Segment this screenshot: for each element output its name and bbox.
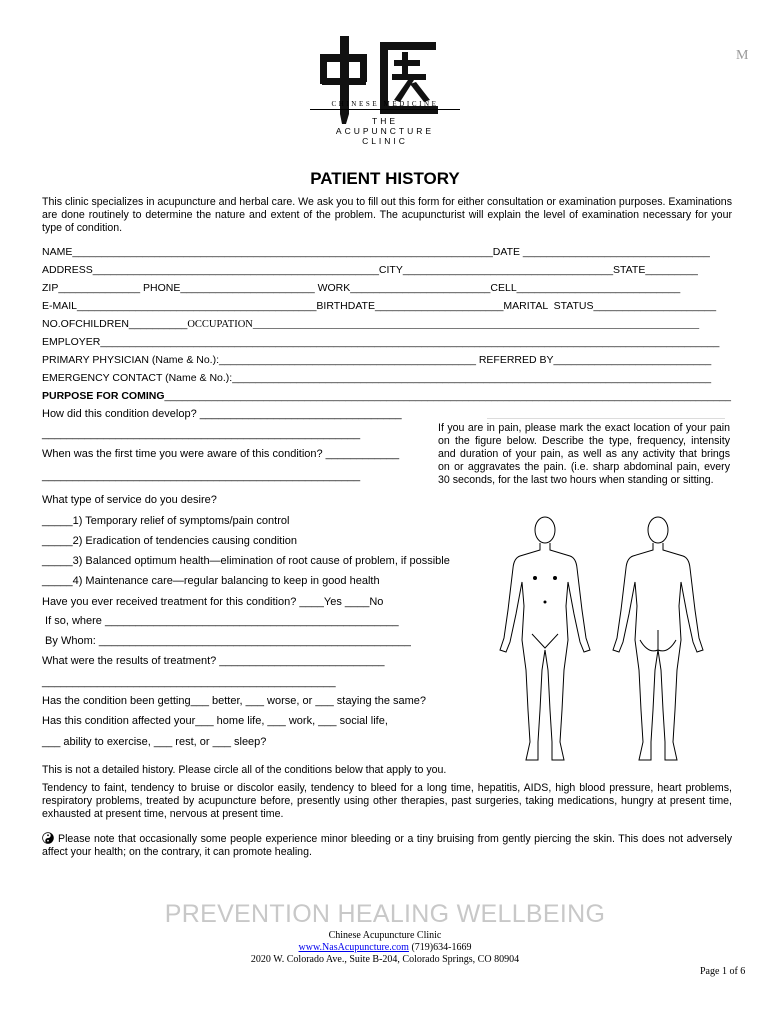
question-getting[interactable]: Has the condition been getting___ better, ___ worse, or ___ staying the same? [42, 695, 427, 707]
logo-text [310, 116, 460, 146]
service-option-3[interactable]: _____3) Balanced optimum health—elimination of root cause of problem, if possible [42, 555, 450, 567]
question-affected[interactable]: Has this condition affected your___ home life, ___ work, ___ social life, [42, 715, 388, 727]
logo-line-1: THE [372, 116, 398, 126]
conditions-list[interactable]: Tendency to faint, tendency to bruise or discolor easily, tendency to bleed for a long time, hepatitis, AIDS, high blood pressure, heart problems, respiratory problems, treated by acupuncture before, presently using other therapies, past surgeries, taking medications, hungry at present time, exhausted at present time, nervous at present time. [42, 782, 732, 820]
yin-yang-icon [42, 832, 54, 844]
name-field[interactable]: NAME________________________________________________________________________DATE ________________________________ [42, 246, 710, 258]
corner-mark: M [736, 48, 749, 63]
question-develop[interactable]: How did this condition develop? _________________________________ [42, 408, 402, 420]
purpose-field[interactable] [42, 390, 731, 403]
page-title: PATIENT HISTORY [310, 169, 460, 188]
question-first-time-line[interactable]: ____________________________________________________ [42, 470, 361, 482]
question-results-line[interactable]: ________________________________________________ [42, 676, 336, 688]
bleeding-note [42, 832, 732, 859]
emergency-field[interactable]: EMERGENCY CONTACT (Name & No.):__________________________________________________________________________________ [42, 372, 712, 384]
children-occupation-field[interactable] [42, 318, 699, 331]
divider [487, 418, 725, 419]
occupation-label[interactable]: OCCUPATION_____________________________________________________________________________________ [187, 319, 700, 330]
body-figures-diagram[interactable] [490, 510, 720, 770]
circle-instruction: This is not a detailed history. Please circle all of the conditions below that apply to you. [42, 764, 447, 776]
question-results[interactable]: What were the results of treatment? ___________________________ [42, 655, 385, 667]
zip-phone-field[interactable]: ZIP______________ PHONE_______________________ WORK________________________CELL____________________________ [42, 282, 681, 294]
footer-contact-line [0, 942, 770, 953]
logo-lettering: CHINESE MEDICINE [310, 100, 460, 110]
intro-paragraph: This clinic specializes in acupuncture and herbal care. We ask you to fill out this form for either consultation or examination purposes. Examinations are done routinely to determine the nature and extent of the problem. The acupuncturist will explain the level of examination necessary for your type of condition. [42, 196, 732, 234]
question-develop-line[interactable]: ____________________________________________________ [42, 428, 361, 440]
question-where[interactable]: If so, where ________________________________________________ [42, 615, 399, 627]
question-first-time[interactable]: When was the first time you were aware of this condition? ____________ [42, 448, 400, 460]
footer-website-link[interactable]: www.NasAcupuncture.com [298, 942, 409, 953]
address-field[interactable]: ADDRESS_________________________________________________CITY____________________________________STATE_________ [42, 264, 698, 276]
logo-line-2: ACUPUNCTURE [335, 126, 435, 136]
bleeding-note-text: Please note that occasionally some people experience minor bleeding or a tiny bruising from gently piercing the skin. This does not adversely affect your health; on the contrary, it can promote healing. [42, 833, 732, 858]
footer-clinic-name: Chinese Acupuncture Clinic [328, 930, 442, 941]
purpose-label: PURPOSE FOR COMING [42, 390, 165, 402]
purpose-line[interactable]: _________________________________________________________________________________________________ [164, 390, 731, 402]
pain-instructions: If you are in pain, please mark the exact location of your pain on the figure below. Describe the type, frequency, intensity and duration of your pain, as well as any activity that brings on or aggravates the pain. (i.e. sharp abdominal pain, every 30 seconds, for the last two hours when standing or sitting. [438, 422, 730, 486]
footer-address: 2020 W. Colorado Ave., Suite B-204, Colorado Springs, CO 80904 [250, 954, 520, 965]
service-option-2[interactable]: _____2) Eradication of tendencies causing condition [42, 535, 298, 547]
question-service: What type of service do you desire? [42, 494, 217, 506]
logo-line-3: CLINIC [362, 136, 408, 146]
children-label[interactable]: NO.OFCHILDREN__________ [42, 318, 188, 330]
back-body-figure[interactable] [613, 517, 703, 760]
page-number: Page 1 of 6 [700, 966, 746, 977]
front-body-figure[interactable] [500, 517, 590, 760]
footer-phone: (719)634-1669 [408, 942, 472, 953]
physician-field[interactable]: PRIMARY PHYSICIAN (Name & No.):____________________________________________ REFERRED BY___________________________ [42, 354, 712, 366]
service-option-1[interactable]: _____1) Temporary relief of symptoms/pain control [42, 515, 290, 527]
service-option-4[interactable]: _____4) Maintenance care—regular balancing to keep in good health [42, 575, 380, 587]
question-ability[interactable]: ___ ability to exercise, ___ rest, or ___ sleep? [42, 736, 267, 748]
employer-field[interactable]: EMPLOYER__________________________________________________________________________________________________________ [42, 336, 720, 348]
question-received[interactable]: Have you ever received treatment for this condition? ____Yes ____No [42, 596, 384, 608]
footer-slogan: PREVENTION HEALING WELLBEING [164, 900, 606, 928]
email-field[interactable]: E-MAIL_________________________________________BIRTHDATE______________________MARITAL STATUS_____________________ [42, 300, 717, 312]
question-whom[interactable]: By Whom: ___________________________________________________ [42, 635, 411, 647]
